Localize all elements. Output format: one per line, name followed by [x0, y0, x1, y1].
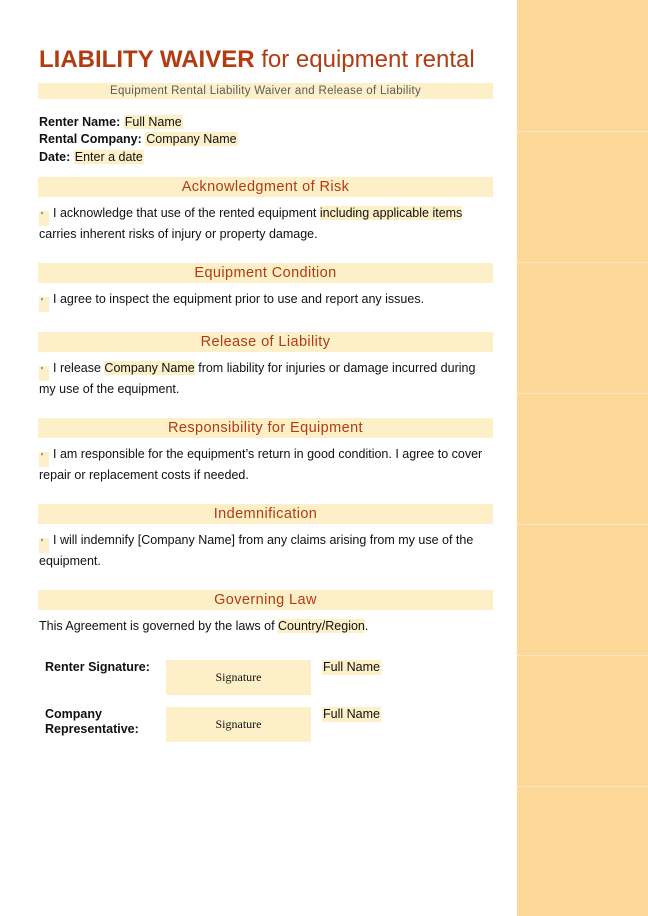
section-text-equipment-condition: [39, 291, 489, 312]
document-title: [39, 46, 475, 74]
text-segment: I agree to inspect the equipment prior to use and report any issues.: [53, 292, 425, 306]
section-heading-governing-law: Governing Law: [38, 590, 493, 610]
renter-name-label: Renter Name:: [39, 115, 121, 129]
text-segment: I am responsible for the equipment’s return in good condition. I agree to cover repair or replacement costs if needed.: [39, 447, 483, 482]
section-heading-responsibility: Responsibility for Equipment: [38, 418, 493, 438]
date-label: Date:: [39, 150, 71, 164]
band-divider: [517, 786, 648, 787]
bullet-checkbox[interactable]: ': [39, 211, 49, 226]
renter-signature-label: Renter Signature:: [45, 660, 150, 674]
title-bold: LIABILITY WAIVER: [39, 46, 255, 73]
bullet-checkbox[interactable]: ': [39, 297, 49, 312]
date-row: [39, 149, 144, 166]
bullet-checkbox[interactable]: ': [39, 366, 49, 381]
section-heading-equipment-condition: Equipment Condition: [38, 263, 493, 283]
renter-signature-box[interactable]: Signature: [166, 660, 311, 695]
band-divider: [517, 262, 648, 263]
section-heading-indemnification: Indemnification: [38, 504, 493, 524]
rental-company-row: [39, 131, 238, 148]
renter-name-field[interactable]: Full Name: [124, 115, 182, 129]
section-text-indemnification: [39, 532, 489, 570]
title-rest: for equipment rental: [261, 46, 475, 73]
date-field[interactable]: Enter a date: [74, 150, 143, 164]
applicable-items-field[interactable]: including applicable items: [319, 206, 463, 220]
text-segment: carries inherent risks of injury or property damage.: [39, 227, 318, 241]
bullet-checkbox[interactable]: ': [39, 452, 49, 467]
text-segment: I will indemnify [Company Name] from any claims arising from my use of the equipment.: [39, 533, 474, 568]
section-heading-acknowledgment: Acknowledgment of Risk: [38, 177, 493, 197]
document-subtitle: Equipment Rental Liability Waiver and Release of Liability: [38, 83, 493, 99]
rental-company-label: Rental Company:: [39, 132, 142, 146]
band-divider: [517, 131, 648, 132]
company-representative-signature-box[interactable]: Signature: [166, 707, 311, 742]
text-segment: I release: [53, 361, 105, 375]
section-text-release-of-liability: [39, 360, 489, 398]
band-divider: [517, 393, 648, 394]
text-segment: I acknowledge that use of the rented equipment: [53, 206, 320, 220]
rental-company-field[interactable]: Company Name: [146, 132, 237, 146]
company-name-field[interactable]: Company Name: [104, 361, 195, 375]
section-text-governing-law: [39, 618, 489, 635]
company-representative-name[interactable]: Full Name: [323, 707, 380, 721]
renter-name-row: [39, 114, 183, 131]
section-text-acknowledgment: [39, 205, 489, 243]
bullet-checkbox[interactable]: ': [39, 538, 49, 553]
renter-signature-name[interactable]: Full Name: [323, 660, 380, 674]
country-region-field[interactable]: Country/Region: [278, 619, 365, 633]
company-representative-label: Company Representative:: [45, 707, 139, 736]
section-heading-release-of-liability: Release of Liability: [38, 332, 493, 352]
side-decorative-band: [517, 0, 648, 916]
text-segment: This Agreement is governed by the laws of: [39, 619, 279, 633]
band-divider: [517, 655, 648, 656]
band-divider: [517, 524, 648, 525]
text-segment: .: [364, 619, 369, 633]
text-segment: from liability for injuries or damage incurred during my use of the equipment.: [39, 361, 476, 396]
section-text-responsibility: [39, 446, 489, 484]
